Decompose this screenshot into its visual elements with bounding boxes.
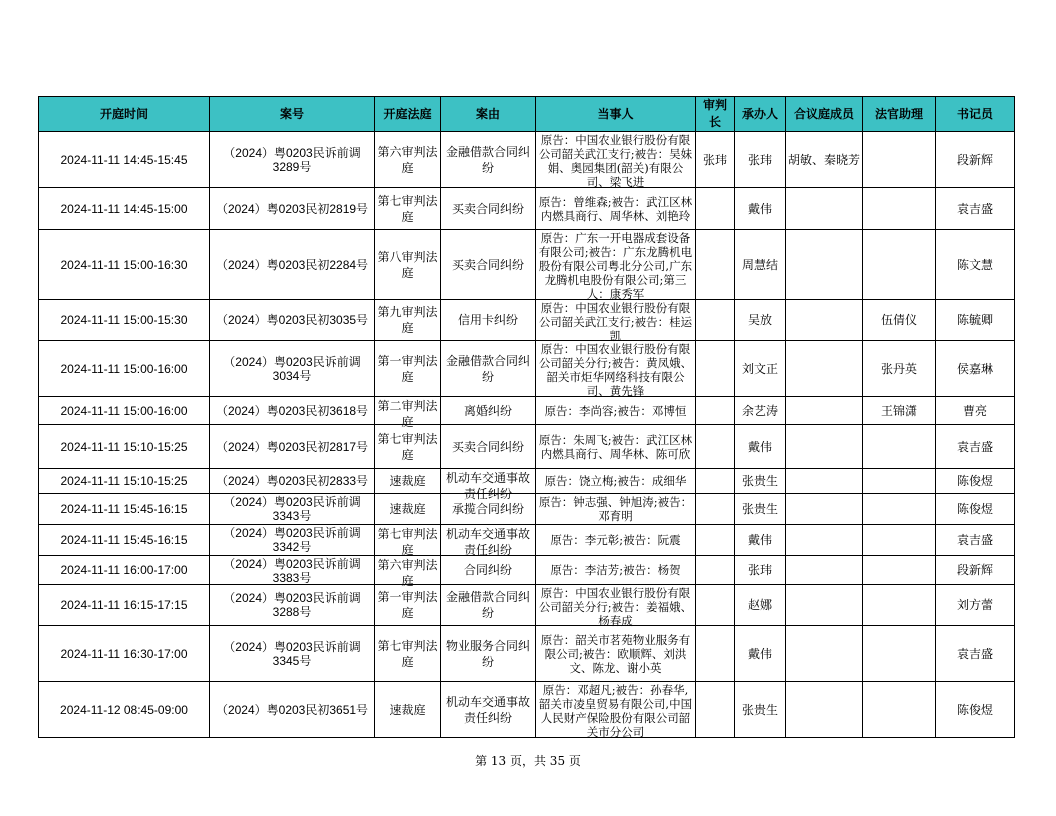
parties-cell-text: 原告：中国农业银行股份有限公司韶关分行;被告：黄凤娥、韶关市炬华网络科技有限公司、黄先锋 <box>538 341 693 398</box>
header-cell-panel-members: 合议庭成员 <box>786 97 863 132</box>
parties-cell-text: 原告：朱周飞;被告：武江区林内燃具商行、周华林、陈可欣 <box>538 432 693 461</box>
chief-judge-cell <box>696 188 735 230</box>
cause-cell <box>441 525 536 556</box>
panel-members-cell-text: 胡敏、秦晓芳 <box>788 152 861 167</box>
parties-cell <box>536 397 696 425</box>
chief-judge-cell <box>696 230 735 300</box>
clerk-cell-text: 段新辉 <box>956 152 993 167</box>
parties-cell <box>536 425 696 469</box>
clerk-cell <box>936 585 1015 626</box>
table-row <box>39 425 1015 469</box>
courtroom-cell <box>375 585 441 626</box>
cause-cell-text: 买卖合同纠纷 <box>451 257 524 272</box>
case-number-cell-text: （2024）粤0203民初2284号 <box>215 257 369 272</box>
panel-members-cell <box>786 341 863 397</box>
hearing-time-cell <box>39 300 210 341</box>
courtroom-cell-text: 速裁庭 <box>389 702 426 717</box>
case-number-cell-text: （2024）粤0203民初3035号 <box>215 313 369 327</box>
handler-cell-text: 周慧结 <box>741 257 778 272</box>
hearing-time-cell-text: 2024-11-11 15:10-15:25 <box>60 439 188 454</box>
parties-cell-text: 原告：李尚容;被告：邓博恒 <box>544 403 687 418</box>
case-number-cell <box>210 469 375 494</box>
hearing-time-cell-text: 2024-11-11 15:00-16:00 <box>60 403 188 418</box>
cause-cell <box>441 132 536 188</box>
judge-assistant-cell <box>863 525 936 556</box>
chief-judge-cell <box>696 494 735 525</box>
handler-cell <box>735 397 786 425</box>
table-row <box>39 397 1015 425</box>
chief-judge-cell <box>696 341 735 397</box>
judge-assistant-cell <box>863 188 936 230</box>
table-row <box>39 469 1015 494</box>
clerk-cell <box>936 525 1015 556</box>
header-cell-chief-judge: 审判长 <box>696 97 735 132</box>
judge-assistant-cell <box>863 469 936 494</box>
handler-cell-text: 张贵生 <box>741 702 778 717</box>
panel-members-cell <box>786 132 863 188</box>
header-cell-handler: 承办人 <box>735 97 786 132</box>
hearing-time-cell-text: 2024-11-11 15:10-15:25 <box>60 474 188 488</box>
courtroom-cell-text: 第七审判法庭 <box>377 431 438 462</box>
chief-judge-cell <box>696 682 735 738</box>
hearing-time-cell <box>39 230 210 300</box>
case-number-cell-text: （2024）粤0203民初3618号 <box>215 403 369 418</box>
cause-cell-text: 金融借款合同纠纷 <box>445 353 530 384</box>
parties-cell <box>536 230 696 300</box>
judge-assistant-cell <box>863 425 936 469</box>
cause-cell-text: 信用卡纠纷 <box>457 313 518 327</box>
clerk-cell-text: 陈俊煜 <box>956 702 993 717</box>
hearing-time-cell <box>39 585 210 626</box>
table-row <box>39 585 1015 626</box>
parties-cell-text: 原告：李元彰;被告：阮震 <box>550 533 681 547</box>
cause-cell-text: 承揽合同纠纷 <box>451 502 524 516</box>
handler-cell-text: 戴伟 <box>747 646 772 661</box>
hearing-time-cell <box>39 556 210 585</box>
hearing-time-cell-text: 2024-11-11 16:30-17:00 <box>60 646 188 661</box>
hearing-time-cell <box>39 682 210 738</box>
case-number-cell-text: （2024）粤0203民诉前调3288号 <box>223 591 361 619</box>
table-row <box>39 300 1015 341</box>
case-number-cell-text: （2024）粤0203民诉前调3383号 <box>223 556 361 585</box>
judge-assistant-cell <box>863 682 936 738</box>
handler-cell-text: 张玮 <box>747 563 772 577</box>
case-number-cell <box>210 230 375 300</box>
handler-cell-text: 赵娜 <box>747 598 772 612</box>
judge-assistant-cell-text: 伍倩仪 <box>880 313 917 327</box>
case-number-cell-text: （2024）粤0203民诉前调3342号 <box>223 526 361 554</box>
handler-cell <box>735 494 786 525</box>
table-row <box>39 132 1015 188</box>
case-number-cell <box>210 585 375 626</box>
courtroom-cell <box>375 682 441 738</box>
judge-assistant-cell-text: 王锦潇 <box>880 403 917 418</box>
parties-cell <box>536 300 696 341</box>
clerk-cell <box>936 397 1015 425</box>
clerk-cell-text: 袁吉盛 <box>956 439 993 454</box>
hearing-time-cell <box>39 469 210 494</box>
clerk-cell-text: 陈俊煜 <box>956 474 993 488</box>
handler-cell <box>735 556 786 585</box>
handler-cell-text: 戴伟 <box>747 533 772 547</box>
parties-cell <box>536 626 696 682</box>
courtroom-cell-text: 第七审判法庭 <box>377 193 438 224</box>
handler-cell-text: 戴伟 <box>747 439 772 454</box>
hearing-time-cell <box>39 397 210 425</box>
hearing-time-cell-text: 2024-11-11 15:45-16:15 <box>60 533 188 547</box>
table-row <box>39 230 1015 300</box>
cause-cell <box>441 300 536 341</box>
judge-assistant-cell-text: 张丹英 <box>880 361 917 376</box>
case-number-cell <box>210 494 375 525</box>
cause-cell-text: 机动车交通事故责任纠纷 <box>445 470 530 501</box>
chief-judge-cell <box>696 425 735 469</box>
courtroom-cell <box>375 556 441 588</box>
courtroom-cell <box>375 469 441 494</box>
judge-assistant-cell <box>863 556 936 585</box>
parties-cell <box>536 525 696 556</box>
handler-cell-text: 余艺涛 <box>741 403 778 418</box>
clerk-cell-text: 侯嘉琳 <box>956 361 993 376</box>
courtroom-cell <box>375 132 441 188</box>
case-number-cell <box>210 132 375 188</box>
courtroom-cell-text: 速裁庭 <box>389 474 426 488</box>
case-number-cell <box>210 525 375 556</box>
handler-cell <box>735 230 786 300</box>
clerk-cell-text: 袁吉盛 <box>956 646 993 661</box>
handler-cell-text: 吴放 <box>747 313 772 327</box>
courtroom-cell-text: 第八审判法庭 <box>377 249 438 280</box>
cause-cell-text: 金融借款合同纠纷 <box>445 144 530 175</box>
hearing-time-cell-text: 2024-11-11 14:45-15:00 <box>60 201 188 216</box>
panel-members-cell <box>786 556 863 585</box>
chief-judge-cell <box>696 626 735 682</box>
table-row <box>39 188 1015 230</box>
courtroom-cell-text: 第一审判法庭 <box>377 353 438 384</box>
courtroom-cell <box>375 341 441 397</box>
case-number-cell <box>210 188 375 230</box>
hearing-time-cell-text: 2024-11-11 16:15-17:15 <box>60 598 188 612</box>
judge-assistant-cell <box>863 585 936 626</box>
clerk-cell <box>936 556 1015 585</box>
clerk-cell-text: 陈俊煜 <box>956 502 993 516</box>
handler-cell <box>735 626 786 682</box>
courtroom-cell <box>375 300 441 341</box>
chief-judge-cell <box>696 132 735 188</box>
courtroom-cell <box>375 494 441 525</box>
hearing-schedule-table <box>38 96 1015 738</box>
cause-cell <box>441 585 536 626</box>
header-cell-parties: 当事人 <box>536 97 696 132</box>
cause-cell-text: 机动车交通事故责任纠纷 <box>445 526 530 557</box>
header-cell-judge-assistant: 法官助理 <box>863 97 936 132</box>
courtroom-cell <box>375 525 441 556</box>
table-row <box>39 494 1015 525</box>
table-row <box>39 682 1015 738</box>
case-number-cell <box>210 556 375 585</box>
clerk-cell-text: 段新辉 <box>956 563 993 577</box>
case-number-cell <box>210 341 375 397</box>
hearing-time-cell <box>39 132 210 188</box>
table-row <box>39 556 1015 585</box>
parties-cell <box>536 469 696 494</box>
cause-cell-text: 机动车交通事故责任纠纷 <box>445 694 530 725</box>
handler-cell <box>735 132 786 188</box>
judge-assistant-cell <box>863 132 936 188</box>
table-row <box>39 626 1015 682</box>
parties-cell <box>536 682 696 738</box>
cause-cell <box>441 682 536 738</box>
case-number-cell-text: （2024）粤0203民初2833号 <box>215 474 369 488</box>
handler-cell <box>735 682 786 738</box>
case-number-cell-text: （2024）粤0203民诉前调3289号 <box>223 145 361 174</box>
panel-members-cell <box>786 425 863 469</box>
parties-cell <box>536 585 696 626</box>
handler-cell <box>735 469 786 494</box>
hearing-time-cell <box>39 341 210 397</box>
hearing-time-cell-text: 2024-11-11 15:45-16:15 <box>60 502 188 516</box>
handler-cell-text: 张贵生 <box>741 502 778 516</box>
handler-cell-text: 戴伟 <box>747 201 772 216</box>
case-number-cell <box>210 300 375 341</box>
cause-cell-text: 物业服务合同纠纷 <box>445 638 530 669</box>
hearing-time-cell-text: 2024-11-11 16:00-17:00 <box>60 563 188 577</box>
hearing-time-cell <box>39 425 210 469</box>
hearing-time-cell <box>39 626 210 682</box>
handler-cell <box>735 300 786 341</box>
hearing-time-cell-text: 2024-11-11 15:00-15:30 <box>60 313 188 327</box>
header-row <box>39 97 1015 132</box>
handler-cell-text: 张玮 <box>747 152 772 167</box>
table-row <box>39 525 1015 556</box>
parties-cell-text: 原告：广东一开电器成套设备有限公司;被告：广东龙腾机电股份有限公司粤北分公司,广东龙腾机电股份有限公司;第三人：康秀军 <box>538 230 693 301</box>
panel-members-cell <box>786 525 863 556</box>
clerk-cell <box>936 626 1015 682</box>
cause-cell <box>441 425 536 469</box>
header-cell-courtroom: 开庭法庭 <box>375 97 441 132</box>
handler-cell <box>735 585 786 626</box>
chief-judge-cell <box>696 397 735 425</box>
panel-members-cell <box>786 300 863 341</box>
parties-cell-text: 原告：邓超凡;被告：孙春华,韶关市凌皇贸易有限公司,中国人民财产保险股份有限公司韶关市分公司 <box>538 682 693 739</box>
courtroom-cell-text: 第六审判法庭 <box>377 557 438 588</box>
clerk-cell-text: 袁吉盛 <box>956 201 993 216</box>
table-body <box>39 132 1015 738</box>
clerk-cell <box>936 188 1015 230</box>
clerk-cell <box>936 425 1015 469</box>
courtroom-cell-text: 速裁庭 <box>389 502 426 516</box>
courtroom-cell <box>375 626 441 682</box>
parties-cell-text: 原告：曾维森;被告：武江区林内燃具商行、周华林、刘艳玲 <box>538 194 693 223</box>
cause-cell <box>441 341 536 397</box>
parties-cell-text: 原告：钟志强、钟旭涛;被告：邓育明 <box>538 495 693 523</box>
clerk-cell <box>936 494 1015 525</box>
panel-members-cell <box>786 188 863 230</box>
panel-members-cell <box>786 230 863 300</box>
chief-judge-cell-text: 张玮 <box>702 152 727 167</box>
parties-cell <box>536 556 696 585</box>
cause-cell <box>441 397 536 425</box>
clerk-cell-text: 陈毓卿 <box>956 313 993 327</box>
cause-cell <box>441 188 536 230</box>
hearing-time-cell <box>39 494 210 525</box>
clerk-cell <box>936 300 1015 341</box>
courtroom-cell-text: 第七审判法庭 <box>377 526 438 557</box>
judge-assistant-cell <box>863 230 936 300</box>
courtroom-cell <box>375 188 441 230</box>
chief-judge-cell <box>696 556 735 585</box>
parties-cell <box>536 494 696 525</box>
courtroom-cell-text: 第一审判法庭 <box>377 590 438 620</box>
judge-assistant-cell <box>863 341 936 397</box>
parties-cell-text: 原告：中国农业银行股份有限公司韶关武江支行;被告：吴妹娟、奥园集团(韶关)有限公司、梁飞进 <box>538 132 693 189</box>
courtroom-cell-text: 第二审判法庭 <box>377 398 438 429</box>
chief-judge-cell <box>696 585 735 626</box>
clerk-cell-text: 曹亮 <box>962 403 987 418</box>
header-cell-case-number: 案号 <box>210 97 375 132</box>
case-number-cell-text: （2024）粤0203民诉前调3034号 <box>223 354 361 383</box>
case-number-cell <box>210 626 375 682</box>
parties-cell <box>536 341 696 397</box>
header-cell-clerk: 书记员 <box>936 97 1015 132</box>
hearing-time-cell-text: 2024-11-11 14:45-15:45 <box>60 152 188 167</box>
cause-cell-text: 买卖合同纠纷 <box>451 201 524 216</box>
clerk-cell-text: 刘方蕾 <box>956 598 993 612</box>
courtroom-cell <box>375 397 441 429</box>
parties-cell-text: 原告：饶立梅;被告：成细华 <box>544 474 687 488</box>
panel-members-cell <box>786 626 863 682</box>
table-row <box>39 341 1015 397</box>
clerk-cell-text: 陈文慧 <box>956 257 993 272</box>
clerk-cell <box>936 132 1015 188</box>
chief-judge-cell <box>696 300 735 341</box>
case-number-cell-text: （2024）粤0203民诉前调3343号 <box>223 495 361 523</box>
handler-cell-text: 刘文正 <box>741 361 778 376</box>
judge-assistant-cell <box>863 494 936 525</box>
judge-assistant-cell <box>863 397 936 425</box>
clerk-cell <box>936 682 1015 738</box>
cause-cell-text: 金融借款合同纠纷 <box>445 590 530 620</box>
header-cell-hearing-time: 开庭时间 <box>39 97 210 132</box>
parties-cell-text: 原告：韶关市茗苑物业服务有限公司;被告：欧顺辉、刘洪文、陈龙、谢小英 <box>540 632 691 675</box>
case-number-cell-text: （2024）粤0203民初2819号 <box>215 201 369 216</box>
header-cell-cause: 案由 <box>441 97 536 132</box>
case-number-cell-text: （2024）粤0203民初2817号 <box>215 439 369 454</box>
courtroom-cell <box>375 230 441 300</box>
cause-cell <box>441 230 536 300</box>
hearing-time-cell <box>39 525 210 556</box>
handler-cell <box>735 188 786 230</box>
panel-members-cell <box>786 682 863 738</box>
cause-cell <box>441 469 536 501</box>
chief-judge-cell <box>696 469 735 494</box>
handler-cell <box>735 525 786 556</box>
cause-cell-text: 买卖合同纠纷 <box>451 439 524 454</box>
handler-cell-text: 张贵生 <box>741 474 778 488</box>
clerk-cell <box>936 230 1015 300</box>
panel-members-cell <box>786 469 863 494</box>
hearing-time-cell-text: 2024-11-11 15:00-16:30 <box>60 257 188 272</box>
case-number-cell-text: （2024）粤0203民初3651号 <box>215 702 369 717</box>
case-number-cell <box>210 397 375 425</box>
cause-cell-text: 离婚纠纷 <box>463 403 512 418</box>
chief-judge-cell <box>696 525 735 556</box>
parties-cell <box>536 188 696 230</box>
courtroom-cell-text: 第六审判法庭 <box>377 144 438 175</box>
panel-members-cell <box>786 494 863 525</box>
parties-cell-text: 原告：中国农业银行股份有限公司韶关武江支行;被告：桂运凯 <box>538 300 693 343</box>
handler-cell <box>735 425 786 469</box>
cause-cell <box>441 626 536 682</box>
parties-cell-text: 原告：李洁芳;被告：杨贺 <box>550 563 681 577</box>
case-number-cell <box>210 682 375 738</box>
page-footer: 第 13 页，共 35 页 <box>475 754 581 768</box>
clerk-cell <box>936 469 1015 494</box>
courtroom-cell-text: 第七审判法庭 <box>377 638 438 669</box>
case-number-cell <box>210 425 375 469</box>
hearing-time-cell-text: 2024-11-12 08:45-09:00 <box>60 702 188 717</box>
judge-assistant-cell <box>863 300 936 341</box>
case-number-cell-text: （2024）粤0203民诉前调3345号 <box>223 639 361 668</box>
hearing-time-cell-text: 2024-11-11 15:00-16:00 <box>60 361 188 376</box>
handler-cell <box>735 341 786 397</box>
clerk-cell-text: 袁吉盛 <box>956 533 993 547</box>
clerk-cell <box>936 341 1015 397</box>
judge-assistant-cell <box>863 626 936 682</box>
parties-cell <box>536 132 696 188</box>
cause-cell <box>441 556 536 585</box>
panel-members-cell <box>786 585 863 626</box>
courtroom-cell <box>375 425 441 469</box>
parties-cell-text: 原告：中国农业银行股份有限公司韶关分行;被告：姜福娥、杨春成 <box>538 585 693 628</box>
cause-cell-text: 合同纠纷 <box>463 563 512 577</box>
hearing-time-cell <box>39 188 210 230</box>
panel-members-cell <box>786 397 863 425</box>
courtroom-cell-text: 第九审判法庭 <box>377 305 438 335</box>
